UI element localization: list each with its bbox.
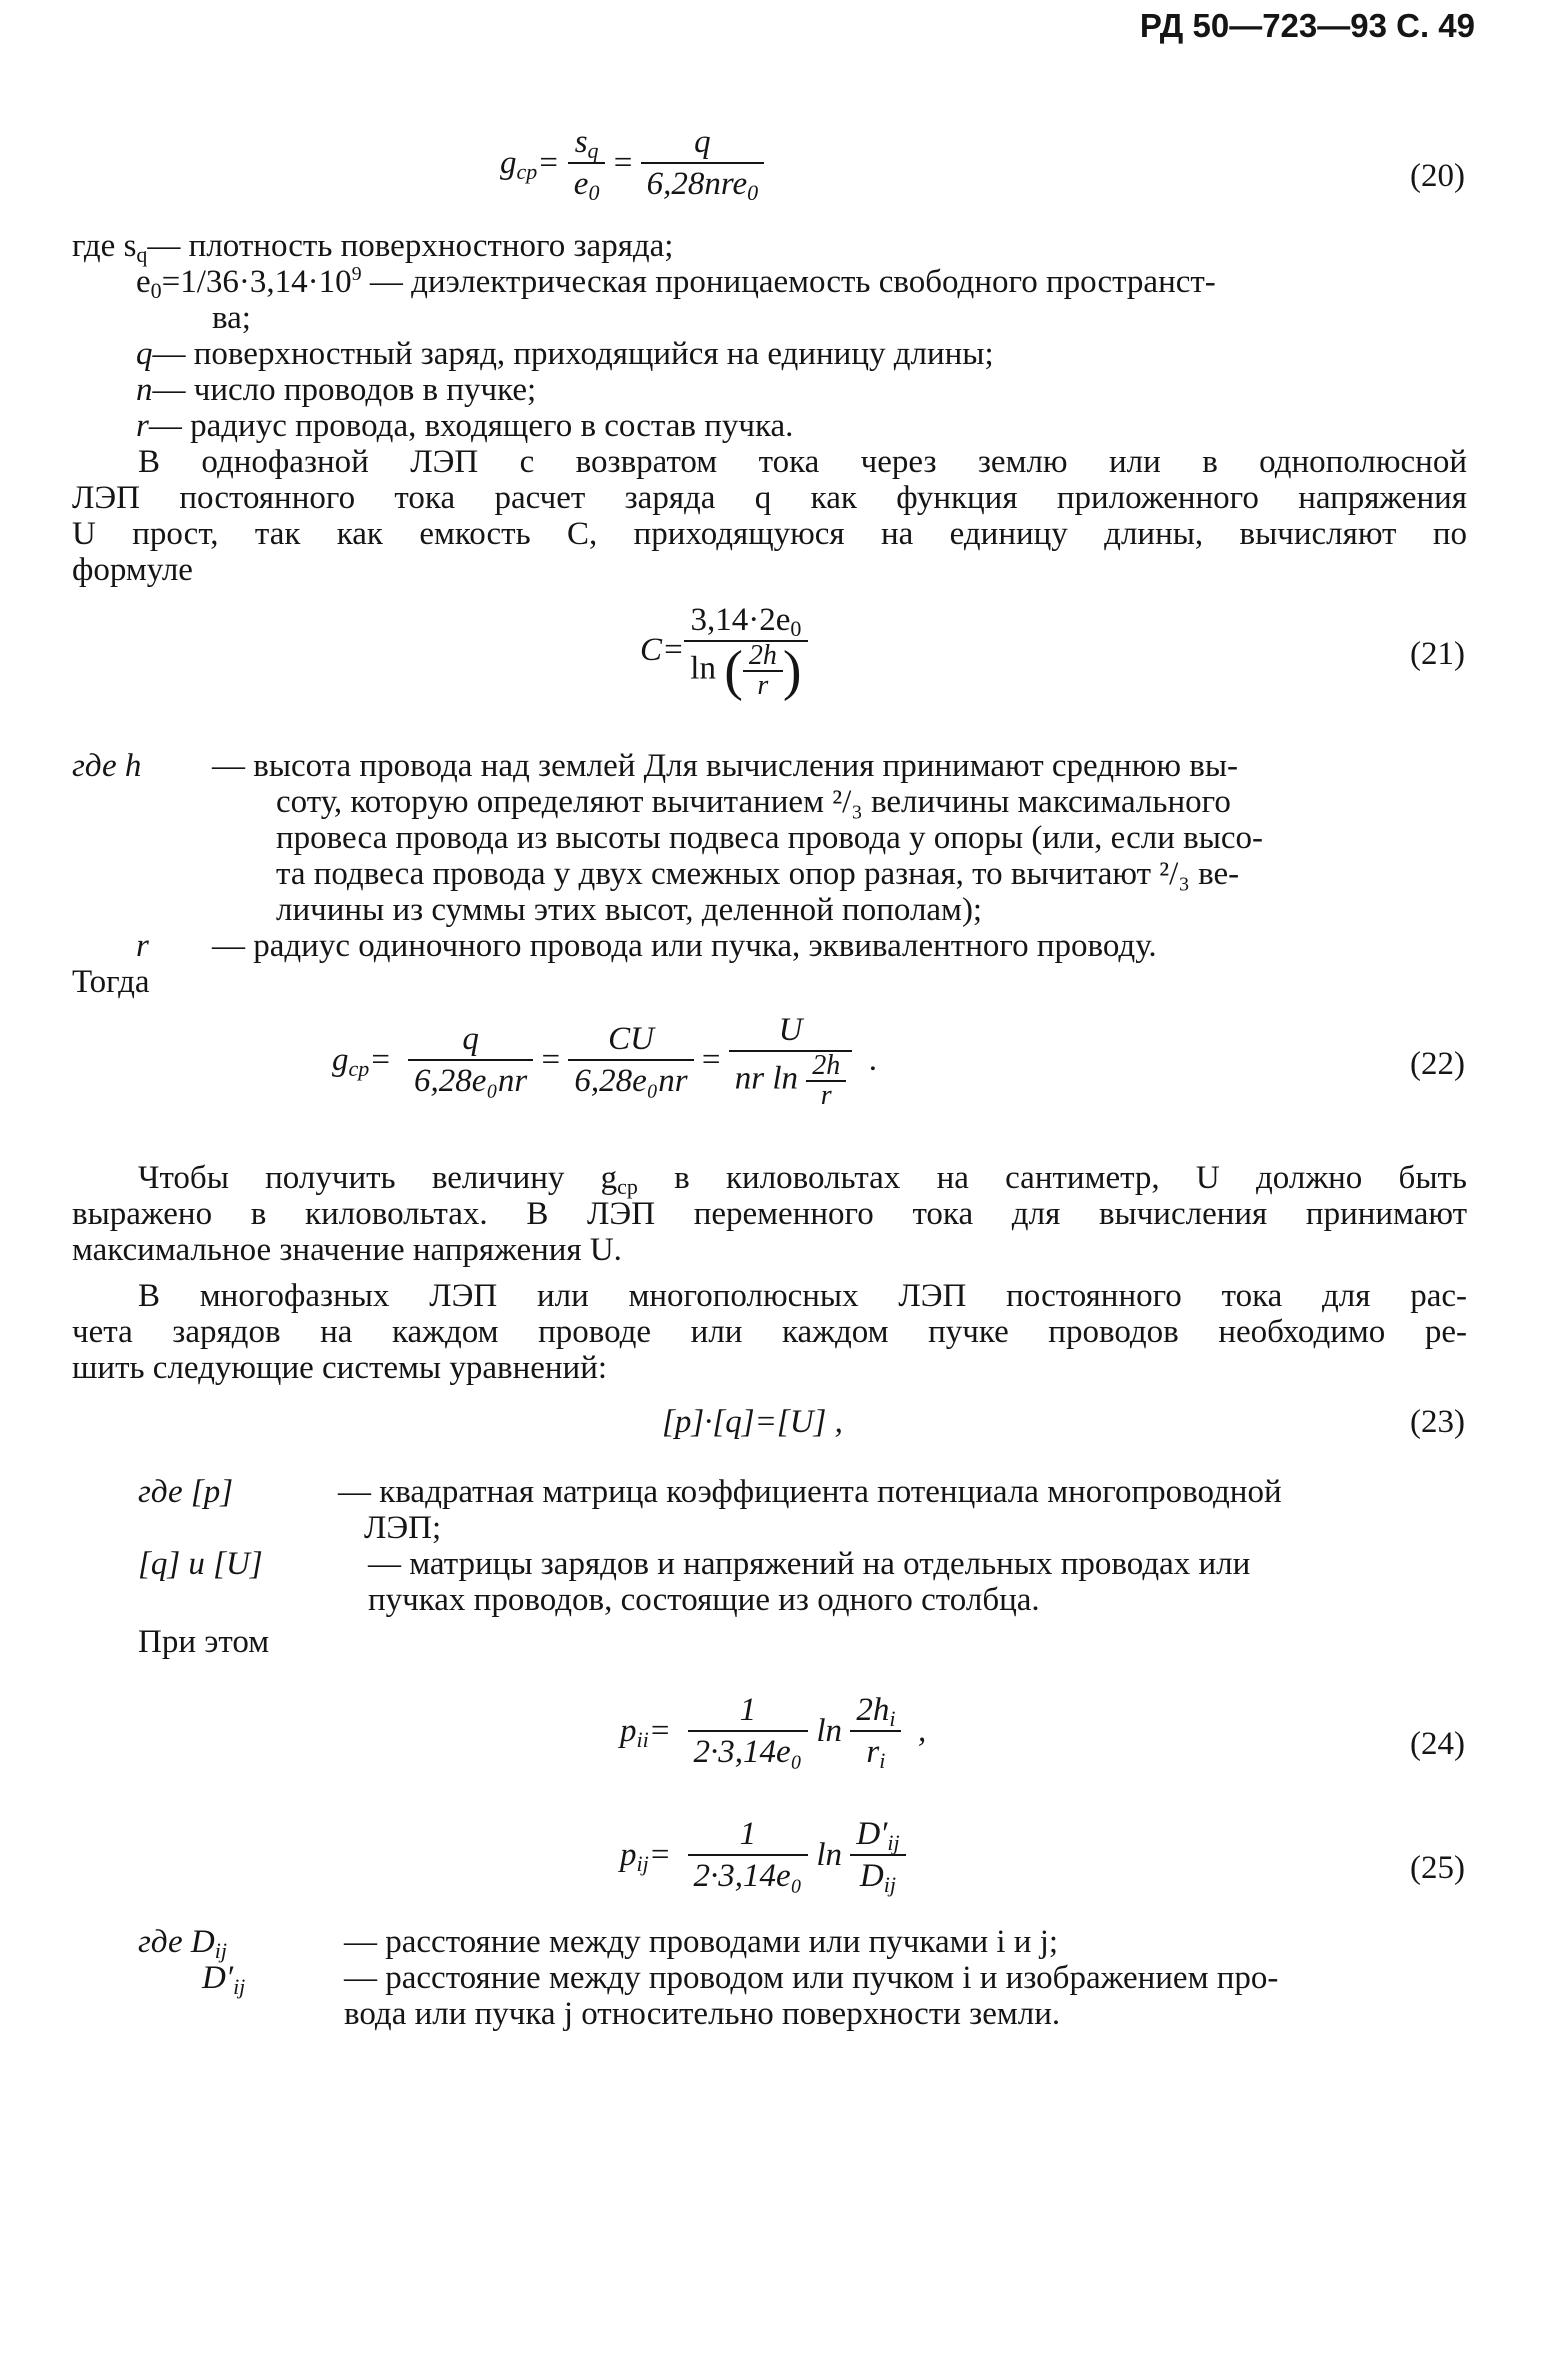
def-row xyxy=(72,228,1467,267)
equation-number-25: (25) xyxy=(1410,1850,1465,1886)
eq22-fraction-3 xyxy=(729,1010,853,1110)
eq20-fraction-1 xyxy=(568,122,606,204)
def-cont: ва; xyxy=(212,300,251,336)
def-row xyxy=(138,1546,1468,1582)
eq25-fden: D xyxy=(859,1858,884,1894)
def-key: r xyxy=(136,408,149,444)
eq22-fraction-2 xyxy=(568,1019,693,1101)
eq24-fden: r xyxy=(866,1734,880,1770)
def-text: =1/36·3,14·10 xyxy=(161,264,352,300)
def-row xyxy=(138,1510,1468,1546)
def-row xyxy=(72,300,1467,336)
paragraph-line: чета зарядов на каждом проводе или каждом пучке проводов необходимо ре- xyxy=(72,1314,1467,1350)
eq20-f2-den-sub: 0 xyxy=(747,180,759,205)
def-row xyxy=(138,1960,1468,1999)
eq24-fnum-sub: i xyxy=(889,1706,896,1731)
eq20-lhs-sub: ср xyxy=(516,159,538,184)
eq25-den: 2·3,14e₀ xyxy=(693,1858,803,1894)
eq20-fraction-2 xyxy=(641,122,765,204)
equation-21 xyxy=(640,600,808,700)
eq25-ln: ln xyxy=(816,1837,843,1873)
def-row xyxy=(72,263,1467,303)
def-key xyxy=(136,263,1216,303)
at-this-text: При этом xyxy=(138,1624,270,1660)
eq21-fraction: $3,14\cdot 2e_0$ ln ( $\frac{2h}{r}$ ) xyxy=(684,600,807,700)
def-text: — плотность поверхностного заряда; xyxy=(147,228,674,264)
def-key-sub: ij xyxy=(214,1938,227,1963)
definitions-25 xyxy=(138,1924,1468,2032)
definitions-20 xyxy=(72,228,1467,444)
def-cont: пучках проводов, состоящие из одного столбца. xyxy=(368,1582,1040,1618)
def-row-r xyxy=(72,928,1467,964)
eq22-f1-num: q xyxy=(408,1019,533,1061)
eq24-fraction-2 xyxy=(850,1690,901,1772)
def-key-text: e xyxy=(136,264,151,300)
eq25-fnum: D′ xyxy=(856,1816,888,1852)
eq21-num: 3,14·2e xyxy=(690,602,791,638)
eq25-fraction-1 xyxy=(688,1814,809,1896)
eq22-f2-num: CU xyxy=(568,1019,693,1061)
paragraph-text: Чтобы получить величину g xyxy=(138,1160,618,1196)
eq22-inner-den: r xyxy=(820,1080,832,1111)
paragraph-line: выражено в киловольтах. В ЛЭП переменного тока для вычисления принимают xyxy=(72,1196,1467,1232)
def-text: — поверхностный заряд, приходящийся на единицу длины; xyxy=(152,336,994,372)
def-line: — высота провода над землей Для вычисления принимают среднюю вы- xyxy=(212,748,1238,784)
def-key-sub: 0 xyxy=(150,278,162,303)
eq24-fnum: 2h xyxy=(856,1692,890,1728)
eq22-f1-den: 6,28e₀nr xyxy=(414,1063,528,1099)
def-row xyxy=(72,408,1467,444)
def-row xyxy=(138,1924,1468,1963)
def-row xyxy=(138,1582,1468,1618)
def-key: r xyxy=(136,928,149,964)
eq24-lhs: p xyxy=(620,1713,637,1749)
eq22-f3-den: nr ln xyxy=(734,1060,798,1097)
eq20-lhs: g xyxy=(500,145,517,181)
paragraph-line: ЛЭП постоянного тока расчет заряда q как функция приложенного напряжения xyxy=(72,480,1467,516)
paragraph-sub: ср xyxy=(617,1174,638,1199)
eq22-lhs: g xyxy=(332,1042,349,1078)
paragraph-3 xyxy=(72,1278,1467,1386)
eq25-fnum-sub: ij xyxy=(887,1830,900,1855)
eq25-lhs-sub: ij xyxy=(636,1851,649,1876)
page-header: РД 50—723—93 С. 49 xyxy=(1139,7,1475,44)
def-key-sub: ij xyxy=(233,1974,246,1999)
eq24-num: 1 xyxy=(688,1690,809,1732)
equation-number-23: (23) xyxy=(1410,1404,1465,1440)
def-row-h xyxy=(72,748,1467,928)
eq25-fden-sub: ij xyxy=(883,1872,896,1897)
eq25-lhs: p xyxy=(620,1837,637,1873)
eq21-inner-num: 2h xyxy=(743,642,783,672)
eq24-fraction-1 xyxy=(688,1690,809,1772)
definitions-21 xyxy=(72,748,1467,1000)
eq24-lhs-sub: ii xyxy=(636,1727,649,1752)
eq24-tail: , xyxy=(917,1713,927,1749)
eq21-inner-den: r xyxy=(757,670,769,701)
paragraph-text: в киловольтах на сантиметр, U должно быть xyxy=(637,1160,1467,1196)
def-line: соту, которую определяют вычитанием ²/₃ величины максимального xyxy=(276,784,1231,820)
equation-22: $g_{ср}=$ $\frac{q}{\text{6,28e₀nr}}$ = $\frac{CU}{\text{6,28e₀nr}}$ = U nr ln $\frac{2h}{r}$ . xyxy=(332,1012,877,1111)
eq22-lhs-sub: ср xyxy=(348,1056,370,1081)
eq20-f2-den: 6,28nre xyxy=(646,166,748,202)
eq24-fden-sub: i xyxy=(879,1748,886,1773)
equation-number-22: (22) xyxy=(1410,1046,1465,1082)
eq21-ln: ln xyxy=(690,650,716,687)
equation-20: $g_{ср}=$ $\frac{s_q}{e_0}$ = $\frac{q}{6,28nre_0}$ xyxy=(500,122,764,204)
def-body xyxy=(212,748,1467,928)
def-line: та подвеса провода у двух смежных опор разная, то вычитают ²/₃ ве- xyxy=(276,856,1240,892)
def-line: провеса провода из высоты подвеса провода у опоры (или, если высо- xyxy=(276,820,1264,856)
equation-number-24: (24) xyxy=(1410,1726,1465,1762)
def-text: — радиус провода, входящего в состав пучка. xyxy=(148,408,794,444)
def-text: — радиус одиночного провода или пучка, эквивалентного проводу. xyxy=(212,928,1157,964)
paragraph-line: максимальное значение напряжения U. xyxy=(72,1232,622,1268)
paragraph-line xyxy=(72,1160,1467,1199)
paragraph-1 xyxy=(72,444,1467,588)
def-key: D′ xyxy=(202,1960,234,1996)
then-text: Тогда xyxy=(72,964,150,1000)
paragraph-line: В однофазной ЛЭП с возвратом тока через землю или в однополюсной xyxy=(138,444,1467,480)
def-key: где D xyxy=(138,1924,215,1960)
definitions-23 xyxy=(138,1474,1468,1618)
paragraph-line: шить следующие системы уравнений: xyxy=(72,1350,608,1386)
def-text: — число проводов в пучке; xyxy=(152,372,537,408)
equation-number-20: (20) xyxy=(1410,158,1465,194)
eq25-num: 1 xyxy=(688,1814,809,1856)
def-text: — расстояние между проводами или пучками i и j; xyxy=(344,1924,1059,1960)
paragraph-line: В многофазных ЛЭП или многополюсных ЛЭП постоянного тока для рас- xyxy=(138,1278,1467,1314)
def-line: личины из суммы этих высот, деленной пополам); xyxy=(276,892,983,928)
def-key: [q] и [U] xyxy=(138,1546,263,1582)
eq22-inner-num: 2h xyxy=(806,1052,846,1082)
def-row xyxy=(72,336,1467,372)
def-row xyxy=(72,372,1467,408)
def-text: — квадратная матрица коэффициента потенциала многопроводной xyxy=(338,1474,1282,1510)
def-cont: ЛЭП; xyxy=(364,1510,442,1546)
eq20-f1-num-sub: q xyxy=(587,138,599,163)
eq20-f1-num: s xyxy=(574,124,588,160)
def-key: где h xyxy=(72,748,142,784)
eq21-lhs: C= xyxy=(640,632,685,668)
eq25-fraction-2 xyxy=(850,1814,905,1896)
def-key-text: где s xyxy=(72,228,137,264)
eq22-f2-den: 6,28e₀nr xyxy=(574,1063,688,1099)
equation-24: $p_{ii}=$ $\frac{1}{\text{2·3,14e₀}}$ ln $\frac{2h_i}{r_i}$ , xyxy=(620,1692,927,1773)
def-cont: вода или пучка j относительно поверхности земли. xyxy=(344,1996,1061,2032)
eq22-fraction-1 xyxy=(408,1019,533,1101)
def-text-2: — диэлектрическая проницаемость свободного пространст- xyxy=(361,264,1216,300)
def-text: — матрицы зарядов и напряжений на отдельных проводах или xyxy=(368,1546,1251,1582)
equation-23: [p]·[q]=[U] , xyxy=(662,1404,843,1440)
def-key: q xyxy=(136,336,153,372)
equation-25: $p_{ij}=$ $\frac{1}{\text{2·3,14e₀}}$ ln $\frac{D'_{ij}}{D_{ij}}$ xyxy=(620,1814,906,1896)
def-text: — расстояние между проводом или пучком i и изображением про- xyxy=(344,1960,1279,1996)
eq24-den: 2·3,14e₀ xyxy=(693,1734,803,1770)
eq22-f3-num: U xyxy=(729,1010,853,1052)
def-key: n xyxy=(136,372,153,408)
paragraph-line: формуле xyxy=(72,552,193,588)
def-key: где [p] xyxy=(138,1474,234,1510)
eq20-f2-num: q xyxy=(641,122,765,164)
eq20-f1-den: e xyxy=(573,166,589,202)
paragraph-line: U прост, так как емкость C, приходящуюся на единицу длины, вычисляют по xyxy=(72,516,1467,552)
def-key xyxy=(72,228,148,267)
equation-number-21: (21) xyxy=(1410,636,1465,672)
eq24-ln: ln xyxy=(816,1713,843,1749)
def-row xyxy=(138,1474,1468,1510)
eq21-num-sub: 0 xyxy=(790,616,802,641)
eq20-f1-den-sub: 0 xyxy=(588,180,600,205)
paragraph-2 xyxy=(72,1160,1467,1268)
def-key-sub: q xyxy=(136,242,148,267)
def-row xyxy=(138,1996,1468,2032)
then-line xyxy=(72,964,1467,1000)
def-sup: 9 xyxy=(351,263,362,285)
